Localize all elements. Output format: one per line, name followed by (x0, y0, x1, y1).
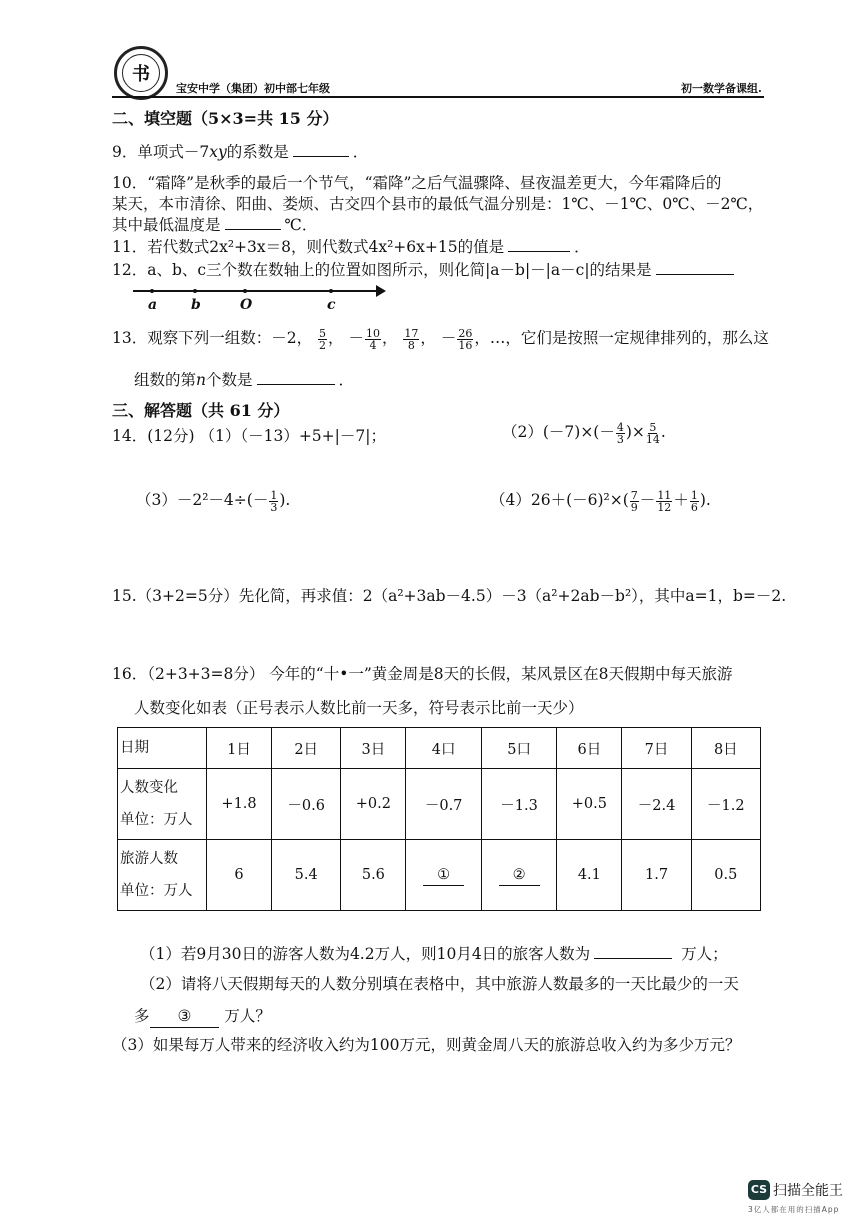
question-16-line2: 人数变化如表（正号表示人数比前一天多，符号表示比前一天少） (134, 699, 584, 717)
question-13: 13．观察下列一组数：－2， $\frac{5}{2}$ ， － $\frac{10}{4}$ ， $\frac{17}{8}$ ， － $\frac{26}{16}$ ，…，它们是按照一定规律排列的，那么这 (112, 326, 769, 352)
answer-blank[interactable]: ③ (150, 1007, 220, 1028)
number-line (133, 290, 381, 292)
question-16-line1: 16．（2+3+3=8分） 今年的“十•一”黄金周是8天的长假，某风景区在8天假期中每天旅游 (112, 665, 733, 683)
fraction: $\frac{5}{2}$ (319, 326, 327, 352)
question-15: 15.（3+2=5分）先化简，再求值：2（a²+3ab－4.5）－3（a²+2ab－b²），其中a=1，b=－2. (112, 587, 787, 605)
question-10-line1: 10．“霜降”是秋季的最后一个节气，“霜降”之后气温骤降、昼夜温差更大，今年霜降后的 (112, 174, 722, 192)
question-14-part3: （3）－2²－4÷(－ $\frac{1}{3}$ ). (136, 488, 291, 514)
answer-blank[interactable] (293, 142, 349, 157)
section2-title: 二、填空题（5×3=共 15 分） (112, 109, 339, 128)
question-16-sub2-line2: 多 ③ 万人？ (134, 1004, 271, 1026)
point-o (243, 289, 247, 293)
school-name: 宝安中学（集团）初中部七年级 (176, 82, 330, 95)
tourist-table (117, 727, 761, 911)
table-row: 人数变化 单位：万人 +1.8 －0.6 +0.2 －0.7 －1.3 +0.5 －2.4 －1.2 (118, 769, 761, 840)
point-b (193, 289, 197, 293)
fraction: $\frac{10}{4}$ (365, 326, 380, 352)
group-name: 初一数学备课组. (681, 82, 762, 95)
scanner-watermark: CS 扫描全能王 3亿人都在用的扫描App (748, 1180, 843, 1215)
blank-cell-2[interactable]: ② (481, 840, 556, 911)
point-c (329, 289, 333, 293)
label-c: c (327, 297, 336, 313)
question-16-sub3: （3）如果每万人带来的经济收入约为100万元，则黄金周八天的旅游总收入约为多少万元？ (112, 1036, 741, 1054)
school-logo: 书 (114, 46, 168, 100)
answer-blank[interactable] (594, 944, 672, 959)
question-14-part1: 14．(12分) （1）（－13）+5+|－7|； (112, 427, 386, 445)
fraction: $\frac{17}{8}$ (404, 326, 419, 352)
question-11: 11．若代数式2x²+3x＝8，则代数式4x²+6x+15的值是 ． (112, 238, 590, 256)
fraction: $\frac{26}{16}$ (458, 326, 473, 352)
question-10-line2: 某天，本市清徐、阳曲、娄烦、古交四个县市的最低气温分别是：1℃、－1℃、0℃、－2℃， (112, 195, 764, 213)
answer-blank[interactable] (225, 215, 281, 230)
blank-cell-1[interactable]: ① (406, 840, 481, 911)
answer-blank[interactable] (257, 370, 335, 385)
question-12: 12．a、b、c三个数在数轴上的位置如图所示，则化简|a－b|－|a－c|的结果是 (112, 258, 738, 280)
table-header-row: 日期 1日 2日 3日 4口 5口 6日 7日 8日 (118, 728, 761, 769)
label-o: O (240, 297, 253, 313)
question-9: 9．单项式－7xy的系数是 ． (112, 143, 369, 161)
section3-title: 三、解答题（共 61 分） (112, 401, 290, 420)
arrow-icon (376, 285, 386, 297)
question-14-part4: （4）26＋(－6)²×( $\frac{7}{9}$ － $\frac{11}{12}$ ＋ $\frac{1}{6}$ ). (490, 488, 711, 514)
label-a: a (148, 297, 158, 313)
question-10-line3: 其中最低温度是 ℃． (112, 216, 318, 234)
question-16-sub2: （2）请将八天假期每天的人数分别填在表格中，其中旅游人数最多的一天比最少的一天 (140, 975, 739, 993)
table-row: 旅游人数 单位：万人 6 5.4 5.6 ① ② 4.1 1.7 0.5 (118, 840, 761, 911)
answer-blank[interactable] (508, 237, 570, 252)
label-b: b (191, 297, 201, 313)
answer-blank[interactable] (656, 260, 734, 275)
question-16-sub1: （1）若9月30日的游客人数为4.2万人，则10月4日的旅客人数为 万人； (140, 945, 728, 963)
camscanner-logo-icon: CS (748, 1180, 770, 1200)
question-13-line2: 组数的第n个数是 ． (134, 371, 355, 389)
point-a (150, 289, 154, 293)
question-14-part2: （2）(－7)×(－ $\frac{4}{3}$ )× $\frac{5}{14}$ . (502, 420, 666, 446)
header-rule (112, 96, 764, 98)
